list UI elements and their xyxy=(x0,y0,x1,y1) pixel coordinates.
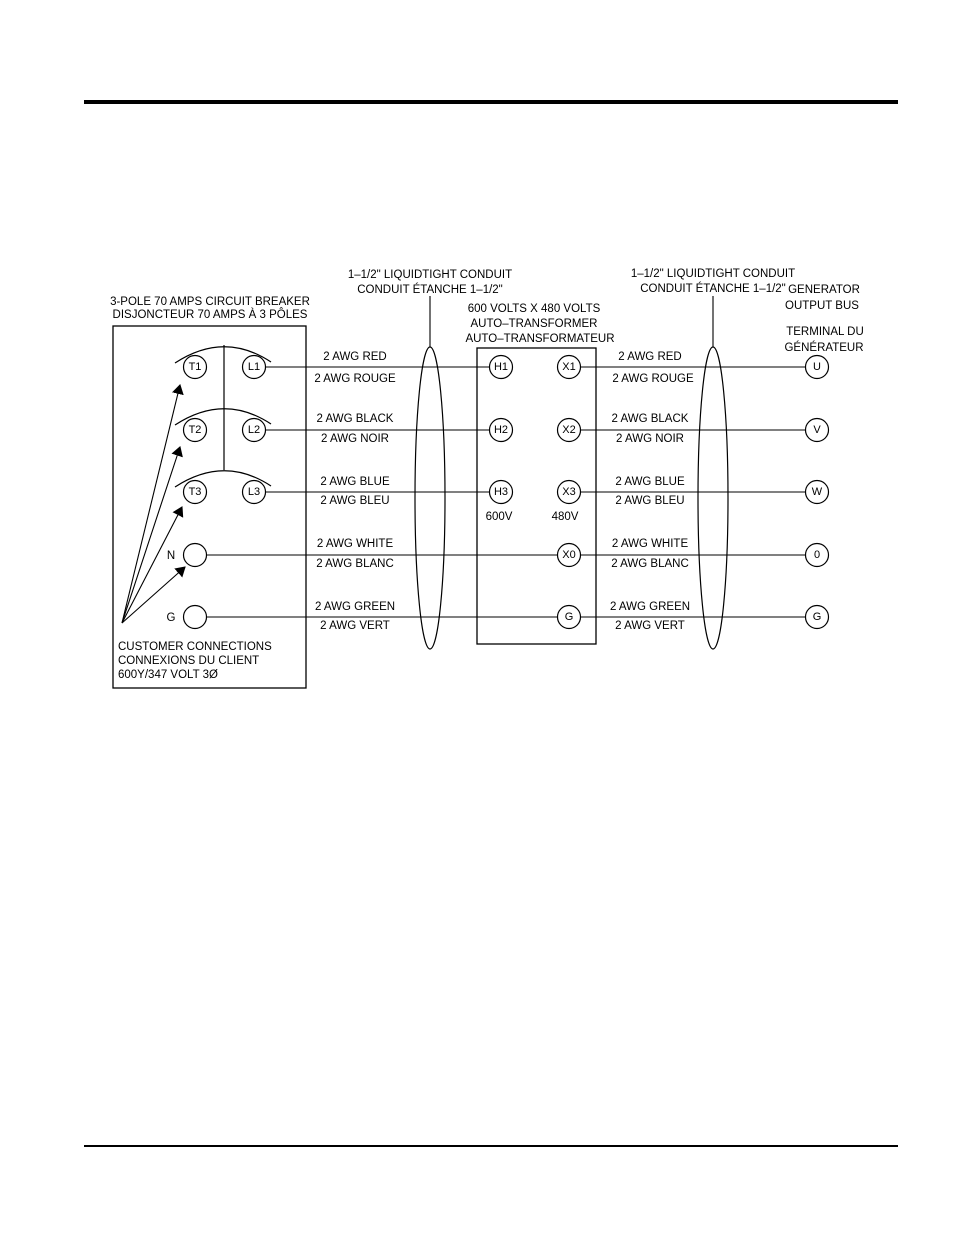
generator-terminal-U-label: U xyxy=(813,360,821,373)
generator-terminal-W-label: W xyxy=(811,485,823,498)
terminal-X1-label: X1 xyxy=(562,360,576,373)
terminal-T1-label: T1 xyxy=(188,360,202,373)
breaker-title-fr: DISJONCTEUR 70 AMPS À 3 PÔLES xyxy=(112,309,308,321)
terminal-L2 xyxy=(243,419,266,442)
secondary-voltage-label: 480V xyxy=(551,511,579,523)
generator-terminal-0 xyxy=(806,544,829,567)
generator-terminal-U xyxy=(806,356,829,379)
generator-terminal-W xyxy=(806,481,829,504)
left-conduit-label-fr: CONDUIT ÉTANCHE 1–1/2" xyxy=(357,284,503,296)
right-conduit xyxy=(698,347,728,649)
wire-4-left-fr: 2 AWG BLANC xyxy=(316,558,394,570)
wire-4-left-en: 2 AWG WHITE xyxy=(316,538,394,550)
terminal-L1 xyxy=(243,356,266,379)
primary-voltage-label: 600V xyxy=(485,511,513,523)
wire-1-right-fr: 2 AWG ROUGE xyxy=(612,373,694,385)
terminal-X0-label: X0 xyxy=(562,548,576,561)
terminal-H2 xyxy=(490,419,513,442)
terminal-H1 xyxy=(490,356,513,379)
transformer-subtitle-en: AUTO–TRANSFORMER xyxy=(470,318,598,330)
right-conduit-label-fr: CONDUIT ÉTANCHE 1–1/2" xyxy=(640,283,786,295)
terminal-X0 xyxy=(558,544,581,567)
customer-voltage: 600Y/347 VOLT 3Ø xyxy=(118,669,218,681)
generator-label-1: GENERATOR xyxy=(788,284,860,296)
customer-connections-fr: CONNEXIONS DU CLIENT xyxy=(118,655,260,667)
generator-terminal-0-label: 0 xyxy=(813,548,821,561)
terminal-X3-label: X3 xyxy=(562,485,576,498)
terminal-neutral xyxy=(184,544,207,567)
wire-2-right-fr: 2 AWG NOIR xyxy=(616,433,684,445)
wire-3-right-en: 2 AWG BLUE xyxy=(615,476,685,488)
wire-4-right-fr: 2 AWG BLANC xyxy=(611,558,689,570)
wire-2-left-en: 2 AWG BLACK xyxy=(316,413,394,425)
terminal-X2-label: X2 xyxy=(562,423,576,436)
customer-arrow-t1 xyxy=(122,385,180,623)
terminal-L2-label: L2 xyxy=(247,423,261,436)
terminal-L3-label: L3 xyxy=(247,485,261,498)
generator-terminal-G xyxy=(806,606,829,629)
left-conduit xyxy=(415,347,445,649)
terminal-T2-label: T2 xyxy=(188,423,202,436)
breaker-title-en: 3-POLE 70 AMPS CIRCUIT BREAKER xyxy=(110,296,310,308)
ground-label: G xyxy=(166,612,176,624)
terminal-ground xyxy=(184,606,207,629)
generator-terminal-V xyxy=(806,419,829,442)
terminal-T2 xyxy=(184,419,207,442)
terminal-H3-label: H3 xyxy=(493,485,509,498)
terminal-X3 xyxy=(558,481,581,504)
terminal-T3-label: T3 xyxy=(188,485,202,498)
left-conduit-label-en: 1–1/2" LIQUIDTIGHT CONDUIT xyxy=(347,269,513,281)
transformer-subtitle-fr: AUTO–TRANSFORMATEUR xyxy=(465,333,615,345)
terminal-X2 xyxy=(558,419,581,442)
wire-2-left-fr: 2 AWG NOIR xyxy=(321,433,389,445)
wire-3-left-fr: 2 AWG BLEU xyxy=(320,495,390,507)
terminal-X1 xyxy=(558,356,581,379)
customer-arrow-t3 xyxy=(122,507,182,623)
transformer-title: 600 VOLTS X 480 VOLTS xyxy=(467,303,601,315)
terminal-T3 xyxy=(184,481,207,504)
generator-label-3: TERMINAL DU xyxy=(786,326,864,338)
generator-terminal-V-label: V xyxy=(813,423,821,436)
wire-5-left-fr: 2 AWG VERT xyxy=(320,620,390,632)
right-conduit-label-en: 1–1/2" LIQUIDTIGHT CONDUIT xyxy=(630,268,796,280)
wire-3-left-en: 2 AWG BLUE xyxy=(320,476,390,488)
wire-5-right-fr: 2 AWG VERT xyxy=(615,620,685,632)
wire-5-left-en: 2 AWG GREEN xyxy=(314,601,396,613)
terminal-L1-label: L1 xyxy=(247,360,261,373)
customer-connections-en: CUSTOMER CONNECTIONS xyxy=(118,641,272,653)
terminal-transformer-G xyxy=(558,606,581,629)
wire-2-right-en: 2 AWG BLACK xyxy=(611,413,689,425)
wire-3-right-fr: 2 AWG BLEU xyxy=(615,495,685,507)
wire-5-right-en: 2 AWG GREEN xyxy=(609,601,691,613)
terminal-transformer-G-label: G xyxy=(564,610,574,623)
terminal-H2-label: H2 xyxy=(493,423,509,436)
terminal-L3 xyxy=(243,481,266,504)
neutral-label: N xyxy=(166,550,176,562)
generator-terminal-G-label: G xyxy=(812,610,822,623)
terminal-H3 xyxy=(490,481,513,504)
wire-1-right-en: 2 AWG RED xyxy=(618,351,682,363)
generator-label-2: OUTPUT BUS xyxy=(785,300,859,312)
breaker-box xyxy=(113,326,306,688)
wire-1-left-fr: 2 AWG ROUGE xyxy=(314,373,396,385)
terminal-T1 xyxy=(184,356,207,379)
wire-1-left-en: 2 AWG RED xyxy=(323,351,387,363)
terminal-H1-label: H1 xyxy=(493,360,509,373)
generator-label-4: GÉNÉRATEUR xyxy=(784,342,864,354)
wire-4-right-en: 2 AWG WHITE xyxy=(611,538,689,550)
